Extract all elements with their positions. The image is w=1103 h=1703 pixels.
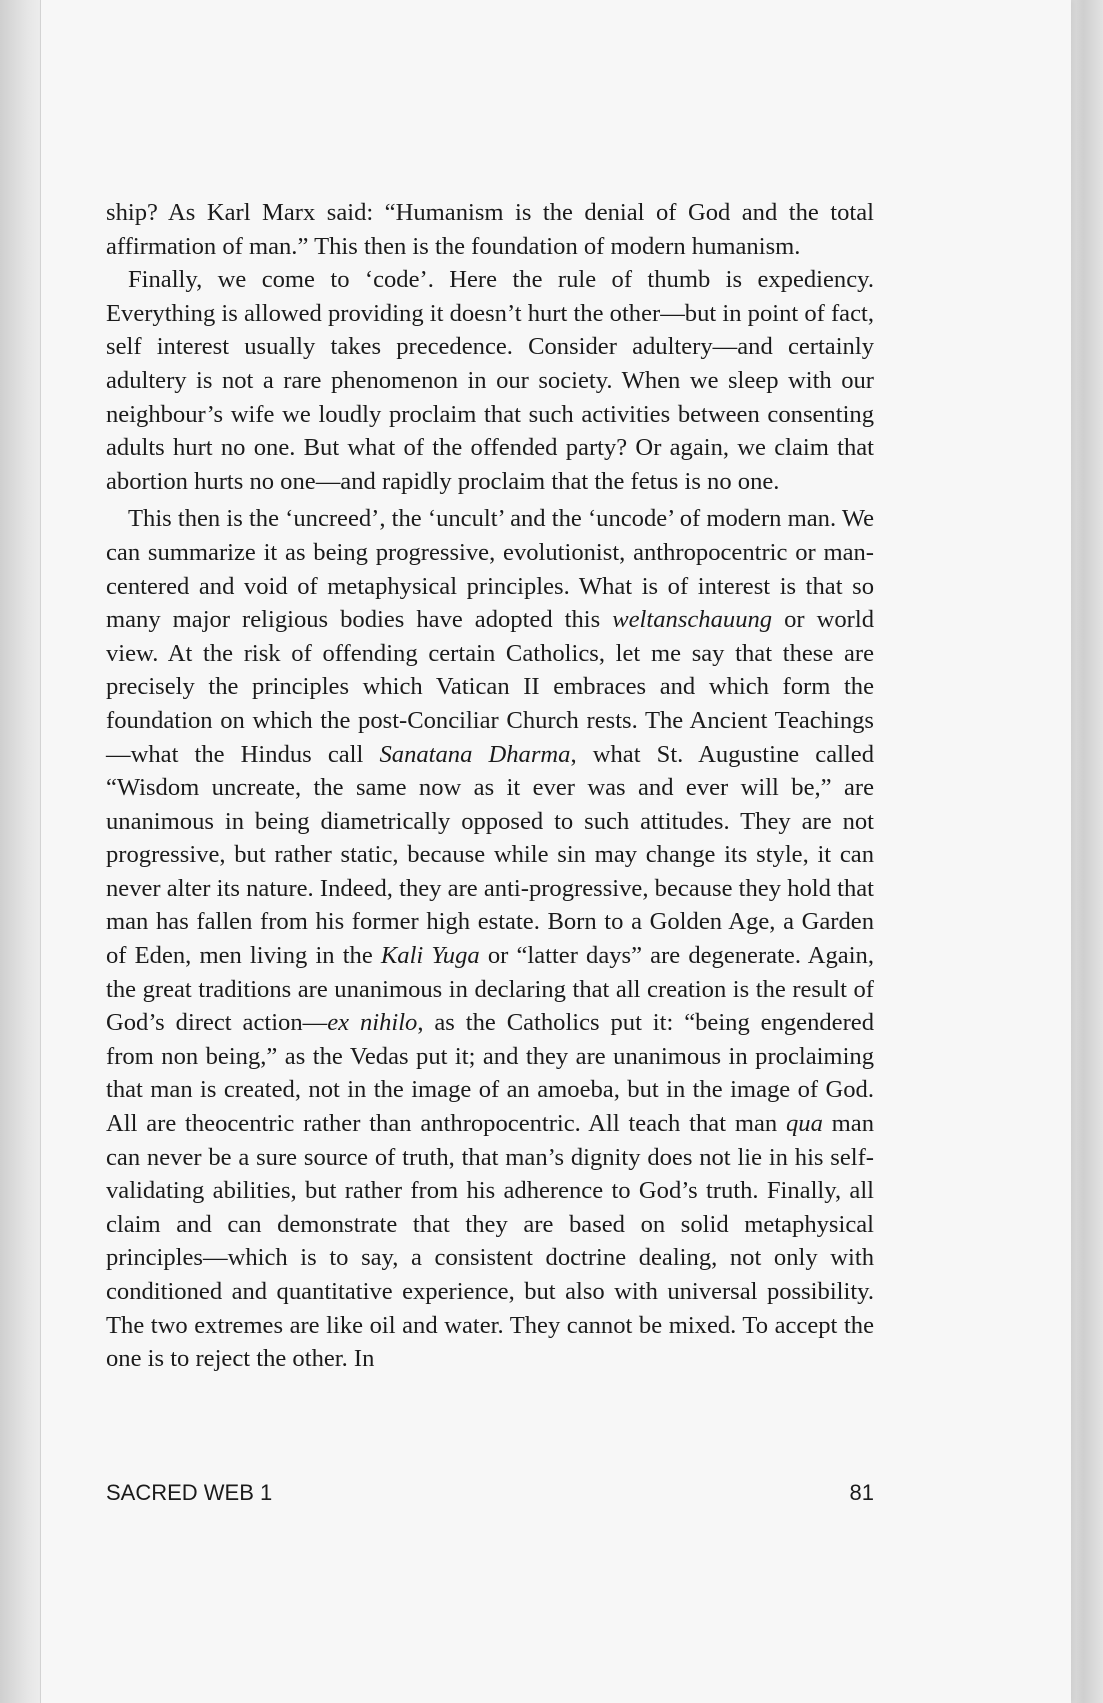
paragraph-1-text: ship? As Karl Marx said: “Humanism is the denial of God and the total affirmation of man.” This then is the foundation of modern humanism. (106, 199, 874, 260)
paragraph-3-text-b: or world view. At the risk of offending certain Catholics, let me say that these are precisely the principles which Vatican II embraces and which form the foundation on which the post-Conciliar Church rests. The Ancient Teachings—what the Hindus call (106, 606, 874, 768)
running-title: SACRED WEB 1 (106, 1480, 273, 1505)
paragraph-1 (106, 196, 874, 263)
term-weltanschauung: weltanschauung (612, 606, 773, 634)
paragraph-3-text-c: , what St. Augustine called “Wisdom uncreate, the same now as it ever was and ever will be,” are unanimous in being diametrically opposed to such attitudes. They are not progressive, but rather static, because while sin may change its style, it can never alter its nature. Indeed, they are anti-progressive, because they hold that man has fallen from his former high estate. Born to a Golden Age, a Garden of Eden, men living in the (106, 740, 875, 970)
term-sanatana-dharma: Sanatana Dharma (379, 740, 571, 768)
page-footer (106, 1480, 874, 1512)
paragraph-3-text-a: This then is the ‘uncreed’, the ‘uncult’ and the ‘uncode’ of modern man. We can summarize it as being progressive, evolutionist, anthropocentric or man-centered and void of metaphysical principles. What is of interest is that so many major religious bodies have adopted this (106, 505, 874, 634)
scan-right-edge (1070, 0, 1103, 1703)
paragraph-2-text: Finally, we come to ‘code’. Here the rule of thumb is expediency. Everything is allowed providing it doesn’t hurt the other—but in point of fact, self interest usually takes precedence. Consider adultery—and certainly adultery is not a rare phenomenon in our society. When we sleep with our neighbour’s wife we loudly proclaim that such activities between consenting adults hurt no one. But what of the offended party? Or again, we claim that abortion hurts no one—and rapidly proclaim that the fetus is no one. (106, 266, 874, 495)
page-number: 81 (849, 1480, 874, 1505)
paragraph-3 (106, 502, 874, 1375)
term-qua: qua (785, 1110, 823, 1138)
term-ex-nihilo: ex nihilo (327, 1009, 418, 1037)
paragraph-3-text-f: man can never be a sure source of truth, that man’s dignity does not lie in his self-validating abilities, but rather from his adherence to God’s truth. Finally, all claim and can demonstrate that they are based on solid metaphysical principles—which is to say, a consistent doctrine dealing, not only with conditioned and quantitative experience, but also with universal possibility. The two extremes are like oil and water. They cannot be mixed. To accept the one is to reject the other. In (106, 1110, 874, 1373)
paragraph-3-text-e: , as the Catholics put it: “being engendered from non being,” as the Vedas put it; and they are unanimous in proclaiming that man is created, not in the image of an amoeba, but in the image of God. All are theocentric rather than anthropocentric. All teach that man (106, 1009, 874, 1138)
paragraph-2 (106, 263, 874, 498)
body-text (106, 196, 874, 1376)
paragraph-3-text-d: or “latter days” are degenerate. Again, the great traditions are unanimous in declaring that all creation is the result of God’s direct action— (106, 942, 874, 1037)
term-kali-yuga: Kali Yuga (380, 942, 480, 970)
